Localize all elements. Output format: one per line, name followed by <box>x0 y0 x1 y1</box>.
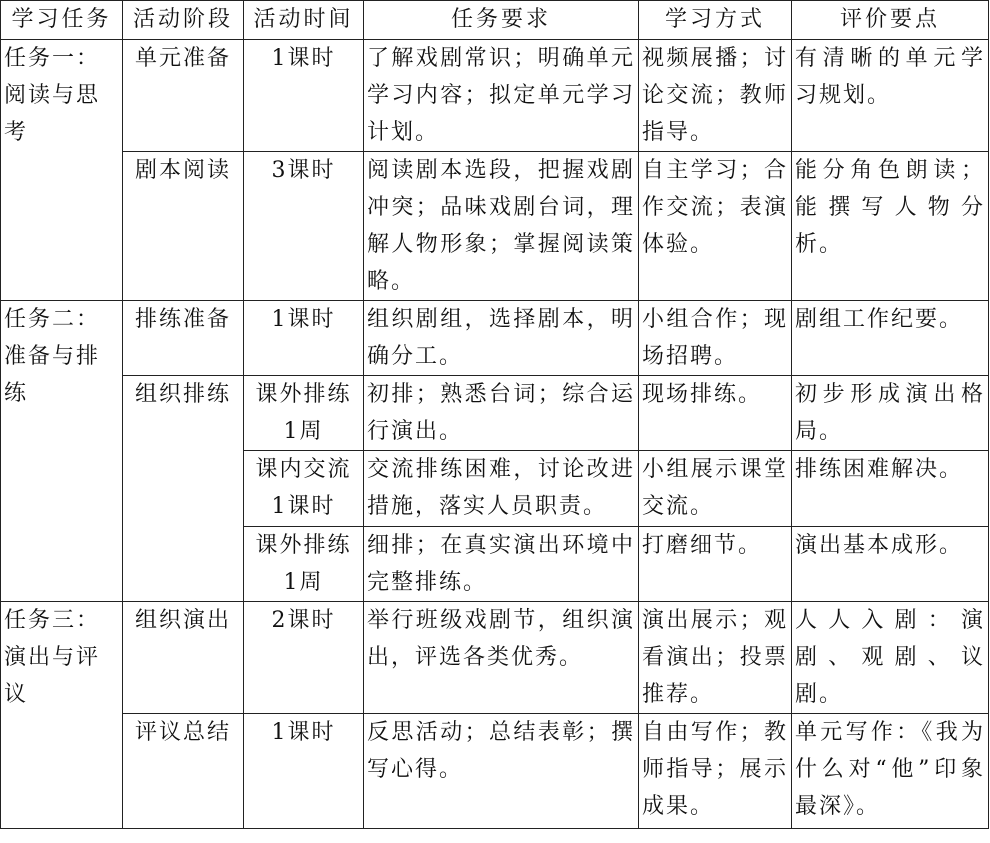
header-evaluation: 评价要点 <box>792 1 989 40</box>
task-name-line: 议 <box>4 682 29 707</box>
requirement-cell: 举行班级戏剧节，组织演出，评选各类优秀。 <box>364 602 639 714</box>
time-line: 1课时 <box>271 494 336 519</box>
evaluation-cell: 有清晰的单元学习规划。 <box>792 40 989 152</box>
method-cell: 现场排练。 <box>639 376 792 451</box>
time-line: 课内交流 <box>255 457 352 482</box>
header-row <box>1 1 989 40</box>
table-row <box>1 376 989 451</box>
task-cell-3 <box>1 602 123 829</box>
method-cell: 打磨细节。 <box>639 527 792 602</box>
evaluation-cell: 人人入剧：演剧、观剧、议剧。 <box>792 602 989 714</box>
header-task: 学习任务 <box>1 1 123 40</box>
header-time: 活动时间 <box>244 1 364 40</box>
evaluation-cell: 能分角色朗读；能撰写人物分析。 <box>792 152 989 301</box>
requirement-cell: 组织剧组，选择剧本，明确分工。 <box>364 301 639 376</box>
stage-cell: 组织演出 <box>123 602 244 714</box>
time-line: 课外排练 <box>255 533 352 558</box>
table-row <box>1 602 989 714</box>
time-line: 1周 <box>283 570 324 595</box>
method-cell: 小组展示课堂交流。 <box>639 451 792 527</box>
evaluation-cell: 剧组工作纪要。 <box>792 301 989 376</box>
time-cell: 1课时 <box>244 714 364 829</box>
header-method: 学习方式 <box>639 1 792 40</box>
requirement-cell: 交流排练困难，讨论改进措施，落实人员职责。 <box>364 451 639 527</box>
time-line: 1周 <box>283 419 324 444</box>
table-row <box>1 40 989 152</box>
task-cell-1 <box>1 40 123 301</box>
method-cell: 小组合作；现场招聘。 <box>639 301 792 376</box>
table-row <box>1 301 989 376</box>
stage-cell: 评议总结 <box>123 714 244 829</box>
method-cell: 自由写作；教师指导；展示成果。 <box>639 714 792 829</box>
requirement-cell: 初排；熟悉台词；综合运行演出。 <box>364 376 639 451</box>
header-stage: 活动阶段 <box>123 1 244 40</box>
time-cell <box>244 376 364 451</box>
method-cell: 视频展播；讨论交流；教师指导。 <box>639 40 792 152</box>
evaluation-cell: 单元写作：《我为什么对“他”印象最深》。 <box>792 714 989 829</box>
time-line: 课外排练 <box>255 382 352 407</box>
method-cell: 演出展示；观看演出；投票推荐。 <box>639 602 792 714</box>
time-cell: 1课时 <box>244 301 364 376</box>
task-name-line: 练 <box>4 381 29 406</box>
time-cell <box>244 527 364 602</box>
task-name-line: 任务三： <box>4 608 101 633</box>
table-row <box>1 714 989 829</box>
requirement-cell: 了解戏剧常识；明确单元学习内容；拟定单元学习计划。 <box>364 40 639 152</box>
evaluation-cell: 排练困难解决。 <box>792 451 989 527</box>
task-cell-2 <box>1 301 123 602</box>
time-cell: 2课时 <box>244 602 364 714</box>
task-name-line: 考 <box>4 120 29 145</box>
requirement-cell: 反思活动；总结表彰；撰写心得。 <box>364 714 639 829</box>
stage-cell: 组织排练 <box>123 376 244 602</box>
evaluation-cell: 演出基本成形。 <box>792 527 989 602</box>
requirement-cell: 阅读剧本选段，把握戏剧冲突；品味戏剧台词，理解人物形象；掌握阅读策略。 <box>364 152 639 301</box>
evaluation-cell: 初步形成演出格局。 <box>792 376 989 451</box>
task-name-line: 演出与评 <box>4 645 101 670</box>
stage-cell: 排练准备 <box>123 301 244 376</box>
task-name-line: 任务一： <box>4 46 101 71</box>
task-name-line: 任务二： <box>4 307 101 332</box>
table-row <box>1 152 989 301</box>
stage-cell: 单元准备 <box>123 40 244 152</box>
time-cell <box>244 451 364 527</box>
header-requirement: 任务要求 <box>364 1 639 40</box>
stage-cell: 剧本阅读 <box>123 152 244 301</box>
requirement-cell: 细排；在真实演出环境中完整排练。 <box>364 527 639 602</box>
method-cell: 自主学习；合作交流；表演体验。 <box>639 152 792 301</box>
task-name-line: 准备与排 <box>4 344 101 369</box>
time-cell: 3课时 <box>244 152 364 301</box>
time-cell: 1课时 <box>244 40 364 152</box>
task-name-line: 阅读与思 <box>4 83 101 108</box>
